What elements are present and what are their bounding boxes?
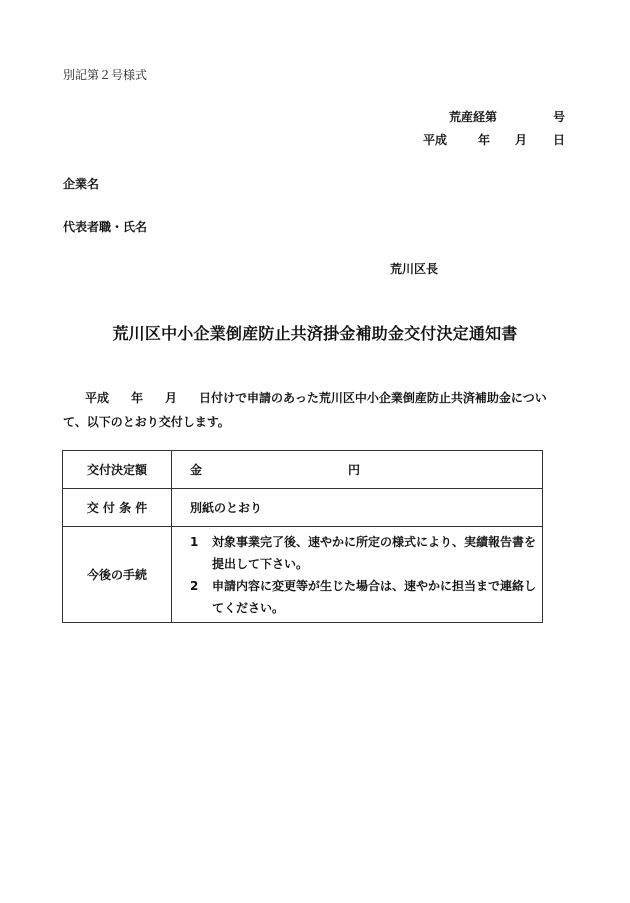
- amount-prefix: 金: [190, 463, 203, 477]
- item-text: 対象事業完了後、速やかに所定の様式により、実績報告書を提出して下さい。: [212, 534, 537, 571]
- grant-amount-value: [172, 451, 543, 489]
- date-month: 月: [515, 133, 528, 147]
- body-text: 日付けで申請のあった荒川区中小企業倒産防止共済補助金について、以下のとおり交付します。: [63, 391, 547, 429]
- document-title: 荒川区中小企業倒産防止共済掛金補助金交付決定通知書: [112, 324, 518, 343]
- date-era: 平成: [423, 133, 448, 147]
- list-item: [190, 575, 542, 619]
- body-month: 月: [165, 391, 178, 405]
- reference-suffix: 号: [553, 110, 566, 124]
- table-row: [63, 489, 543, 527]
- item-number: 2: [190, 578, 199, 593]
- company-name-label: 企業名: [63, 177, 100, 191]
- procedures-value: [172, 527, 543, 623]
- body-era: 平成: [85, 391, 110, 405]
- item-number: 1: [190, 534, 199, 549]
- form-number-label: 別記第２号様式: [63, 68, 148, 82]
- grant-conditions-label: 交 付 条 件: [63, 489, 172, 527]
- body-year: 年: [131, 391, 144, 405]
- item-text: 申請内容に変更等が生じた場合は、速やかに担当まで連絡してください。: [212, 578, 537, 615]
- issuer-name: 荒川区長: [390, 262, 439, 276]
- body-paragraph: [63, 386, 563, 434]
- grant-conditions-value: 別紙のとおり: [172, 489, 543, 527]
- date-year: 年: [478, 133, 491, 147]
- grant-details-table: [62, 450, 543, 623]
- procedures-label: 今後の手続: [63, 527, 172, 623]
- grant-amount-label: 交付決定額: [63, 451, 172, 489]
- representative-label: 代表者職・氏名: [63, 220, 148, 234]
- reference-prefix: 荒産経第: [449, 110, 498, 124]
- date-day: 日: [553, 133, 566, 147]
- procedures-list: [190, 531, 542, 619]
- list-item: [190, 531, 542, 575]
- amount-suffix: 円: [347, 463, 360, 477]
- table-row: [63, 451, 543, 489]
- table-row: [63, 527, 543, 623]
